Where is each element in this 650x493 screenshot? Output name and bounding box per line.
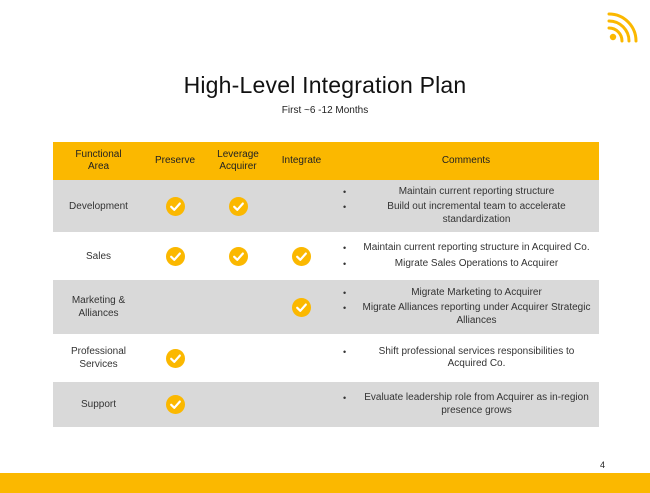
leverage-cell bbox=[206, 335, 270, 381]
page-number: 4 bbox=[600, 460, 606, 470]
integration-plan-table bbox=[53, 142, 599, 427]
preserve-cell bbox=[144, 180, 206, 233]
leverage-cell bbox=[206, 180, 270, 233]
comments-cell bbox=[333, 233, 599, 279]
integrate-cell bbox=[270, 381, 333, 427]
table-header-row bbox=[53, 142, 599, 180]
comment-bullet: • Maintain current reporting structure in Acquired Co. bbox=[341, 242, 595, 255]
checkmark-circle-icon bbox=[166, 349, 185, 368]
checkmark-circle-icon bbox=[292, 247, 311, 266]
preserve-cell bbox=[144, 335, 206, 381]
leverage-cell bbox=[206, 381, 270, 427]
comments-cell bbox=[333, 335, 599, 381]
comments-cell bbox=[333, 180, 599, 233]
functional-area-cell: Professional Services bbox=[53, 335, 144, 381]
integrate-cell bbox=[270, 233, 333, 279]
comments-list bbox=[341, 392, 595, 417]
table-row bbox=[53, 279, 599, 335]
functional-area-cell: Marketing & Alliances bbox=[53, 279, 144, 335]
header-leverage-acquirer: Leverage Acquirer bbox=[206, 142, 270, 180]
slide-subtitle: First ~6 -12 Months bbox=[281, 105, 369, 116]
comments-list bbox=[341, 346, 595, 371]
comments-list bbox=[341, 287, 595, 328]
checkmark-circle-icon bbox=[166, 247, 185, 266]
preserve-cell bbox=[144, 381, 206, 427]
table-row bbox=[53, 381, 599, 427]
header-preserve: Preserve bbox=[144, 142, 206, 180]
footer-bar bbox=[0, 473, 650, 493]
comments-cell bbox=[333, 279, 599, 335]
comment-bullet: • Migrate Sales Operations to Acquirer bbox=[341, 258, 595, 271]
leverage-cell bbox=[206, 233, 270, 279]
header-functional-area: Functional Area bbox=[53, 142, 144, 180]
table-row bbox=[53, 335, 599, 381]
table-row bbox=[53, 233, 599, 279]
checkmark-circle-icon bbox=[229, 197, 248, 216]
preserve-cell bbox=[144, 279, 206, 335]
checkmark-circle-icon bbox=[166, 395, 185, 414]
comments-list bbox=[341, 242, 595, 270]
functional-area-cell: Support bbox=[53, 381, 144, 427]
table-row bbox=[53, 180, 599, 233]
comment-bullet: • Migrate Alliances reporting under Acquirer Strategic Alliances bbox=[341, 302, 595, 327]
comments-cell bbox=[333, 381, 599, 427]
leverage-cell bbox=[206, 279, 270, 335]
comment-bullet: • Evaluate leadership role from Acquirer as in-region presence grows bbox=[341, 392, 595, 417]
header-comments: Comments bbox=[333, 142, 599, 180]
comments-list bbox=[341, 186, 595, 227]
integrate-cell bbox=[270, 180, 333, 233]
integrate-cell bbox=[270, 335, 333, 381]
checkmark-circle-icon bbox=[292, 298, 311, 317]
checkmark-circle-icon bbox=[166, 197, 185, 216]
preserve-cell bbox=[144, 233, 206, 279]
table-body bbox=[53, 180, 599, 427]
functional-area-cell: Sales bbox=[53, 233, 144, 279]
functional-area-cell: Development bbox=[53, 180, 144, 233]
comment-bullet: • Maintain current reporting structure bbox=[341, 186, 595, 199]
integrate-cell bbox=[270, 279, 333, 335]
signal-wifi-icon bbox=[604, 12, 638, 46]
slide-title: High-Level Integration Plan bbox=[183, 72, 467, 98]
comment-bullet: • Migrate Marketing to Acquirer bbox=[341, 287, 595, 300]
comment-bullet: • Build out incremental team to accelerate standardization bbox=[341, 201, 595, 226]
comment-bullet: • Shift professional services responsibilities to Acquired Co. bbox=[341, 346, 595, 371]
checkmark-circle-icon bbox=[229, 247, 248, 266]
header-integrate: Integrate bbox=[270, 142, 333, 180]
